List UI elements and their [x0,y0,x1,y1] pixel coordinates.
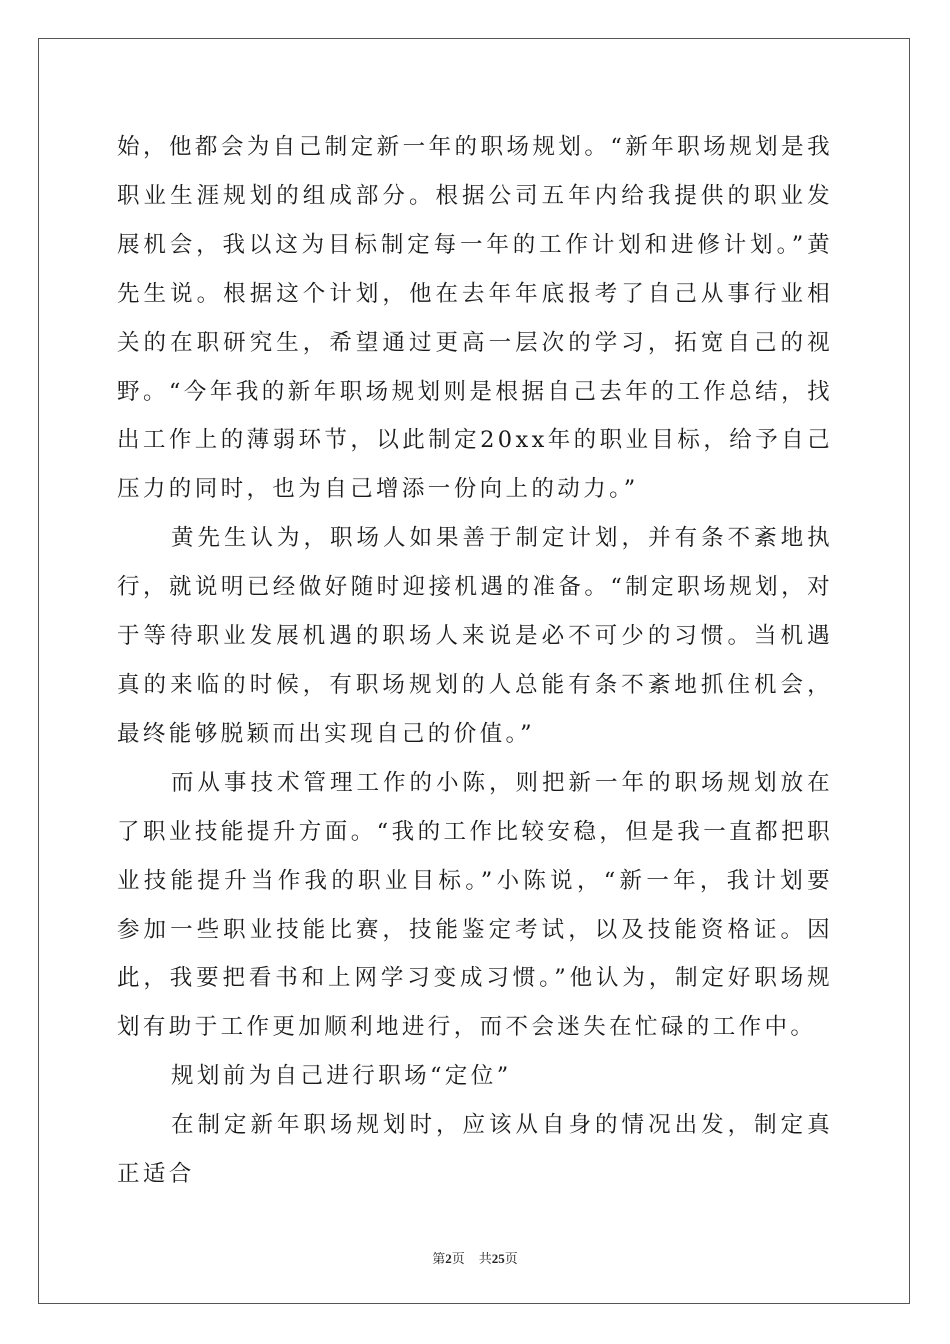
paragraph-3: 而从事技术管理工作的小陈，则把新一年的职场规划放在了职业技能提升方面。“我的工作比较安稳，但是我一直都把职业技能提升当作我的职业目标。”小陈说，“新一年，我计划要参加一些职业技能比赛，技能鉴定考试，以及技能资格证。因此，我要把看书和上网学习变成习惯。”他认为，制定好职场规划有助于工作更加顺利地进行，而不会迷失在忙碌的工作中。 [117,769,833,1041]
paragraph-2: 黄先生认为，职场人如果善于制定计划，并有条不紊地执行，就说明已经做好随时迎接机遇的准备。“制定职场规划，对于等待职业发展机遇的职场人来说是必不可少的习惯。当机遇真的来临的时候，有职场规划的人总能有条不紊地抓住机会，最终能够脱颖而出实现自己的价值。” [117,525,833,747]
page-number: 2 [445,1251,452,1266]
total-pages: 25 [491,1251,505,1266]
total-suffix: 页 [504,1252,518,1267]
total-prefix: 共 [478,1252,492,1267]
document-body [117,123,833,1199]
page-prefix: 第 [432,1252,446,1267]
paragraph-1: 始，他都会为自己制定新一年的职场规划。“新年职场规划是我职业生涯规划的组成部分。根据公司五年内给我提供的职业发展机会，我以这为目标制定每一年的工作计划和进修计划。”黄先生说。根据这个计划，他在去年年底报考了自己从事行业相关的在职研究生，希望通过更高一层次的学习，拓宽自己的视野。“今年我的新年职场规划则是根据自己去年的工作总结，找出工作上的薄弱环节，以此制定20xx年的职业目标，给予自己压力的同时，也为自己增添一份向上的动力。” [117,134,833,503]
section-heading: 规划前为自己进行职场“定位” [171,1063,512,1090]
page-suffix: 页 [451,1252,465,1267]
paragraph-4: 在制定新年职场规划时，应该从自身的情况出发，制定真正适合 [117,1112,833,1188]
page-footer [0,1248,950,1267]
